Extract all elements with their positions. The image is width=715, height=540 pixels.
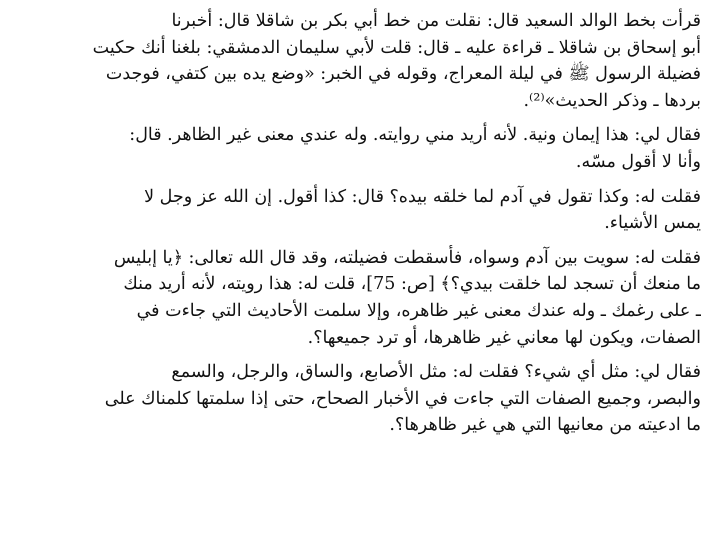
paragraph-3 [20, 184, 701, 237]
text-line: أبو إسحاق بن شاقلا ـ قراءة عليه ـ قال: قلت لأبي سليمان الدمشقي: بلغنا أنك حكيت [92, 37, 701, 58]
text-line: فقلت له: وكذا تقول في آدم لما خلقه بيده؟ قال: كذا أقول. إن الله عز وجل لا [144, 186, 701, 207]
paragraph-5 [20, 359, 701, 439]
text-line: والبصر، وجميع الصفات التي جاءت في الأخبار الصحاح، حتى إذا سلمتها كلمناك على [104, 388, 701, 409]
text-line: بردها ـ وذكر الحديث»⁽²⁾. [523, 90, 701, 111]
text-line: فقال لي: مثل أي شيء؟ فقلت له: مثل الأصابع، والساق، والرجل، والسمع [171, 362, 701, 383]
text-line: الصفات، ويكون لها معاني غير ظاهرها، أو ترد جميعها؟. [307, 327, 701, 348]
text-line: فضيلة الرسول ﷺ في ليلة المعراج، وقوله في الخبر: «وضع يده بين كتفي، فوجدت [105, 64, 701, 85]
text-line: قرأت بخط الوالد السعيد قال: نقلت من خط أبي بكر بن شاقلا قال: أخبرنا [171, 11, 701, 31]
text-line: ما ادعيته من معانيها التي هي غير ظاهرها؟. [389, 415, 701, 436]
text-line: فقال لي: هذا إيمان ونية. لأنه أريد مني روايته. وله عندي معنى غير الظاهر. قال: [129, 125, 701, 146]
paragraph-1 [20, 8, 701, 114]
text-line: ـ على رغمك ـ وله عندك معنى غير ظاهره، وإلا سلمت الأحاديث التي جاءت في [136, 300, 701, 321]
paragraph-2 [20, 122, 701, 175]
text-line: يمس الأشياء. [604, 213, 701, 234]
text-line: وأنا لا أقول مسّه. [575, 151, 701, 172]
text-line: ما منعك أن تسجد لما خلقت بيدي؟﴾ [ص: 75]، قلت له: هذا رويته، لأنه أريد منك [123, 274, 701, 295]
text-line: فقلت له: سويت بين آدم وسواه، فأسقطت فضيلته، وقد قال الله تعالى: ﴿يا إبليس [113, 247, 701, 268]
paragraph-4 [20, 245, 701, 351]
